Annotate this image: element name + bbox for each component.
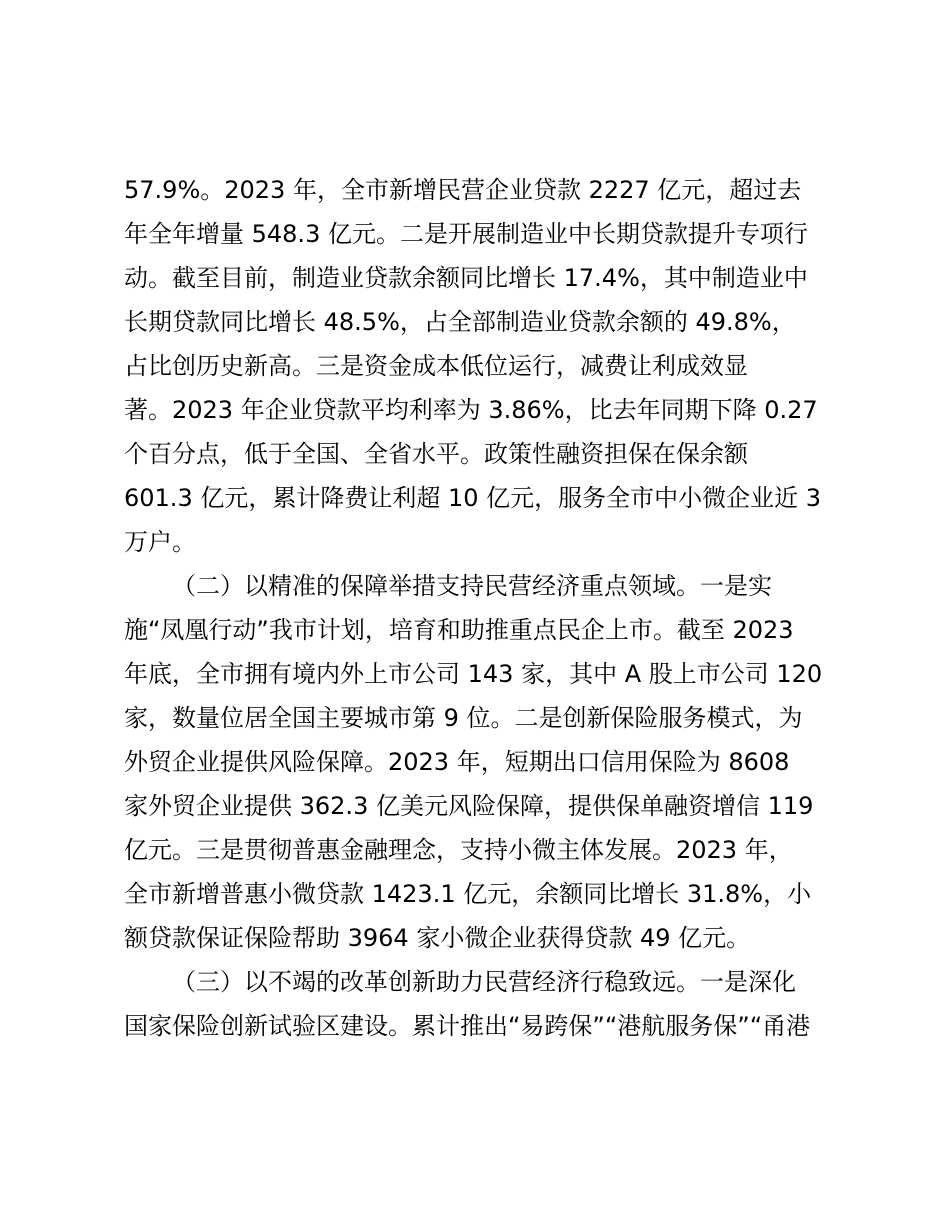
text-line: 施“凤凰行动”我市计划，培育和助推重点民企上市。截至 2023	[124, 616, 794, 644]
text-line: 占比创历史新高。三是资金成本低位运行，减费让利成效显	[124, 352, 748, 380]
text-line: 亿元。三是贯彻普惠金融理念，支持小微主体发展。2023 年，	[124, 836, 793, 864]
text-line: 家，数量位居全国主要城市第 9 位。二是创新保险服务模式，为	[124, 704, 803, 732]
text-line: 额贷款保证保险帮助 3964 家小微企业获得贷款 49 亿元。	[124, 924, 751, 952]
text-line: 万户。	[124, 528, 196, 556]
text-line: 国家保险创新试验区建设。累计推出“易跨保”“港航服务保”“甬港	[124, 1012, 811, 1040]
section-heading-line: （二）以精准的保障举措支持民营经济重点领域。一是实	[172, 572, 772, 600]
text-line: 著。2023 年企业贷款平均利率为 3.86%，比去年同期下降 0.27	[124, 396, 818, 424]
text-line: 57.9%。2023 年，全市新增民营企业贷款 2227 亿元，超过去	[124, 176, 802, 204]
text-line: 个百分点，低于全国、全省水平。政策性融资担保在保余额	[124, 440, 748, 468]
body-text	[124, 168, 836, 1048]
text-line: 动。截至目前，制造业贷款余额同比增长 17.4%，其中制造业中	[124, 264, 808, 292]
text-line: 家外贸企业提供 362.3 亿美元风险保障，提供保单融资增信 119	[124, 792, 814, 820]
text-line: 全市新增普惠小微贷款 1423.1 亿元，余额同比增长 31.8%，小	[124, 880, 812, 908]
section-heading-line: （三）以不竭的改革创新助力民营经济行稳致远。一是深化	[172, 968, 796, 996]
text-line: 长期贷款同比增长 48.5%，占全部制造业贷款余额的 49.8%，	[124, 308, 796, 336]
text-line: 年底，全市拥有境内外上市公司 143 家，其中 A 股上市公司 120	[124, 660, 823, 688]
text-line: 年全年增量 548.3 亿元。二是开展制造业中长期贷款提升专项行	[124, 220, 808, 248]
text-line: 601.3 亿元，累计降费让利超 10 亿元，服务全市中小微企业近 3	[124, 484, 822, 512]
text-line: 外贸企业提供风险保障。2023 年，短期出口信用保险为 8608	[124, 748, 790, 776]
